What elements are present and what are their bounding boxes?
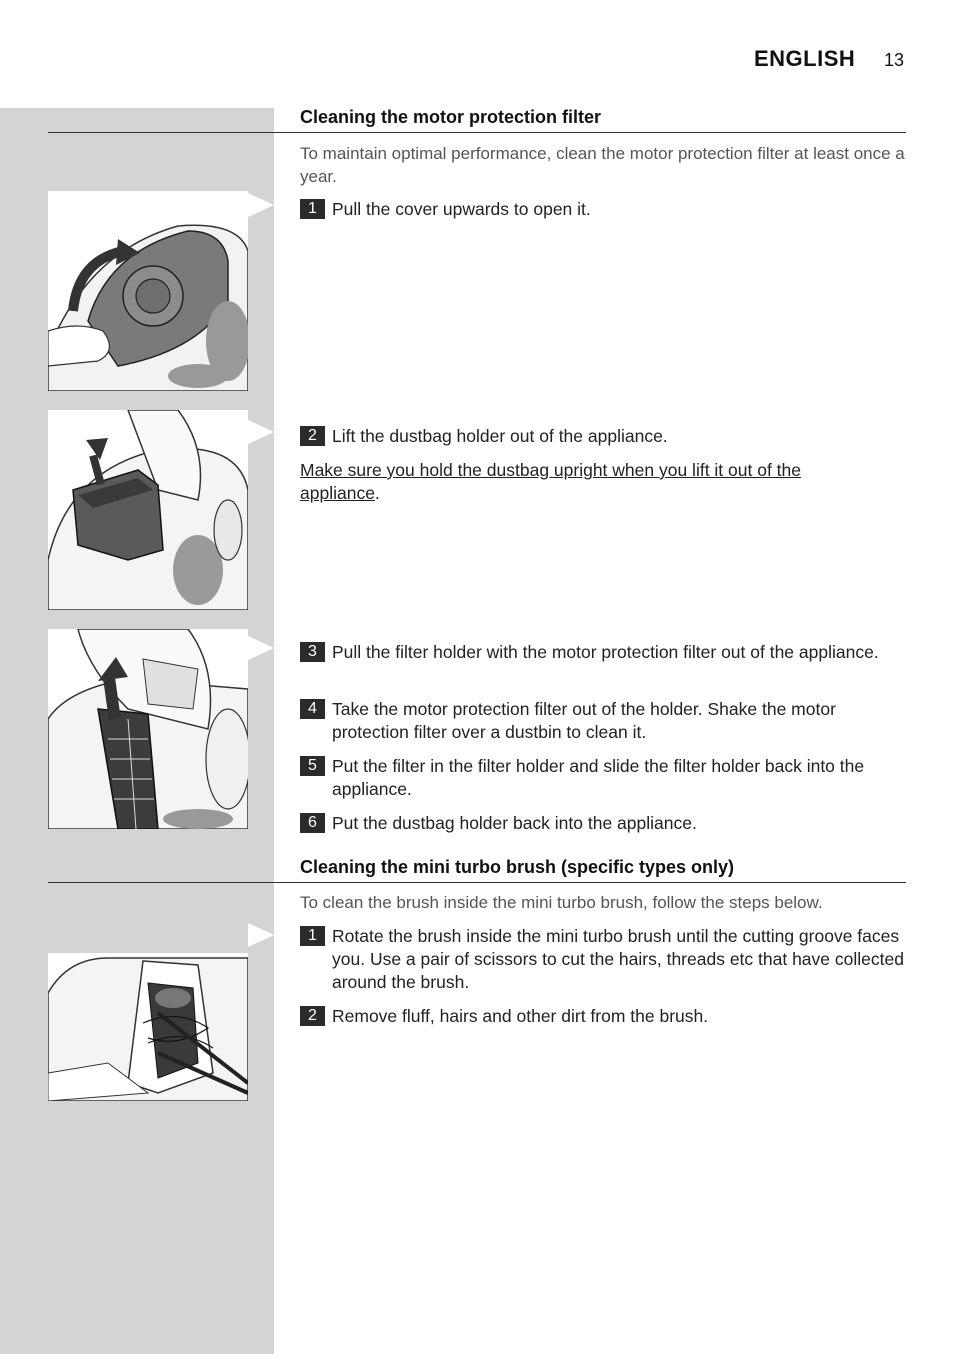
step-1	[300, 198, 906, 221]
callout-pointer	[248, 923, 274, 947]
step-3	[300, 641, 906, 664]
step-5	[300, 755, 906, 801]
step-number: 6	[300, 813, 325, 833]
step-text: Rotate the brush inside the mini turbo brush until the cutting groove faces you. Use a pair of scissors to cut the hairs, threads etc that have collected around the brush.	[332, 926, 904, 992]
language-label: ENGLISH	[754, 46, 856, 71]
caution-note-text: Make sure you hold the dustbag upright when you lift it out of the appliance	[300, 460, 802, 503]
step-number: 3	[300, 642, 325, 662]
section-title-turbo-brush: Cleaning the mini turbo brush (specific types only)	[300, 857, 735, 877]
step-number: 2	[300, 426, 325, 446]
step-text: Put the filter in the filter holder and slide the filter holder back into the appliance.	[332, 756, 865, 799]
illustration-open-cover	[48, 191, 248, 391]
section-divider	[48, 882, 906, 883]
step-text: Put the dustbag holder back into the appliance.	[332, 813, 697, 833]
caution-note	[300, 459, 860, 505]
step-number: 4	[300, 699, 325, 719]
step-1-brush	[300, 925, 906, 994]
step-number: 1	[300, 926, 325, 946]
page-number: 13	[884, 50, 905, 70]
illustration-filter-holder	[48, 629, 248, 829]
step-2-brush	[300, 1005, 906, 1028]
callout-pointer	[248, 193, 274, 217]
caution-note-end: .	[374, 483, 380, 503]
step-text: Pull the cover upwards to open it.	[332, 199, 591, 219]
step-text: Pull the filter holder with the motor protection filter out of the appliance.	[332, 642, 879, 662]
step-text: Remove fluff, hairs and other dirt from the brush.	[332, 1006, 709, 1026]
callout-pointer	[248, 420, 274, 444]
callout-pointer	[248, 636, 274, 660]
step-6	[300, 812, 906, 835]
illustration-turbo-brush	[48, 953, 248, 1101]
step-number: 1	[300, 199, 325, 219]
section-intro: To clean the brush inside the mini turbo brush, follow the steps below.	[300, 893, 823, 912]
step-number: 2	[300, 1006, 325, 1026]
illustration-dustbag-holder	[48, 410, 248, 610]
section-intro: To maintain optimal performance, clean the motor protection filter at least once a year.	[300, 144, 905, 186]
step-number: 5	[300, 756, 325, 776]
section-divider	[48, 132, 906, 133]
step-text: Lift the dustbag holder out of the appliance.	[332, 426, 668, 446]
step-text: Take the motor protection filter out of the holder. Shake the motor protection filter over a dustbin to clean it.	[332, 699, 836, 742]
section-title-motor-filter: Cleaning the motor protection filter	[300, 107, 602, 127]
step-4	[300, 698, 906, 744]
step-2	[300, 425, 906, 448]
